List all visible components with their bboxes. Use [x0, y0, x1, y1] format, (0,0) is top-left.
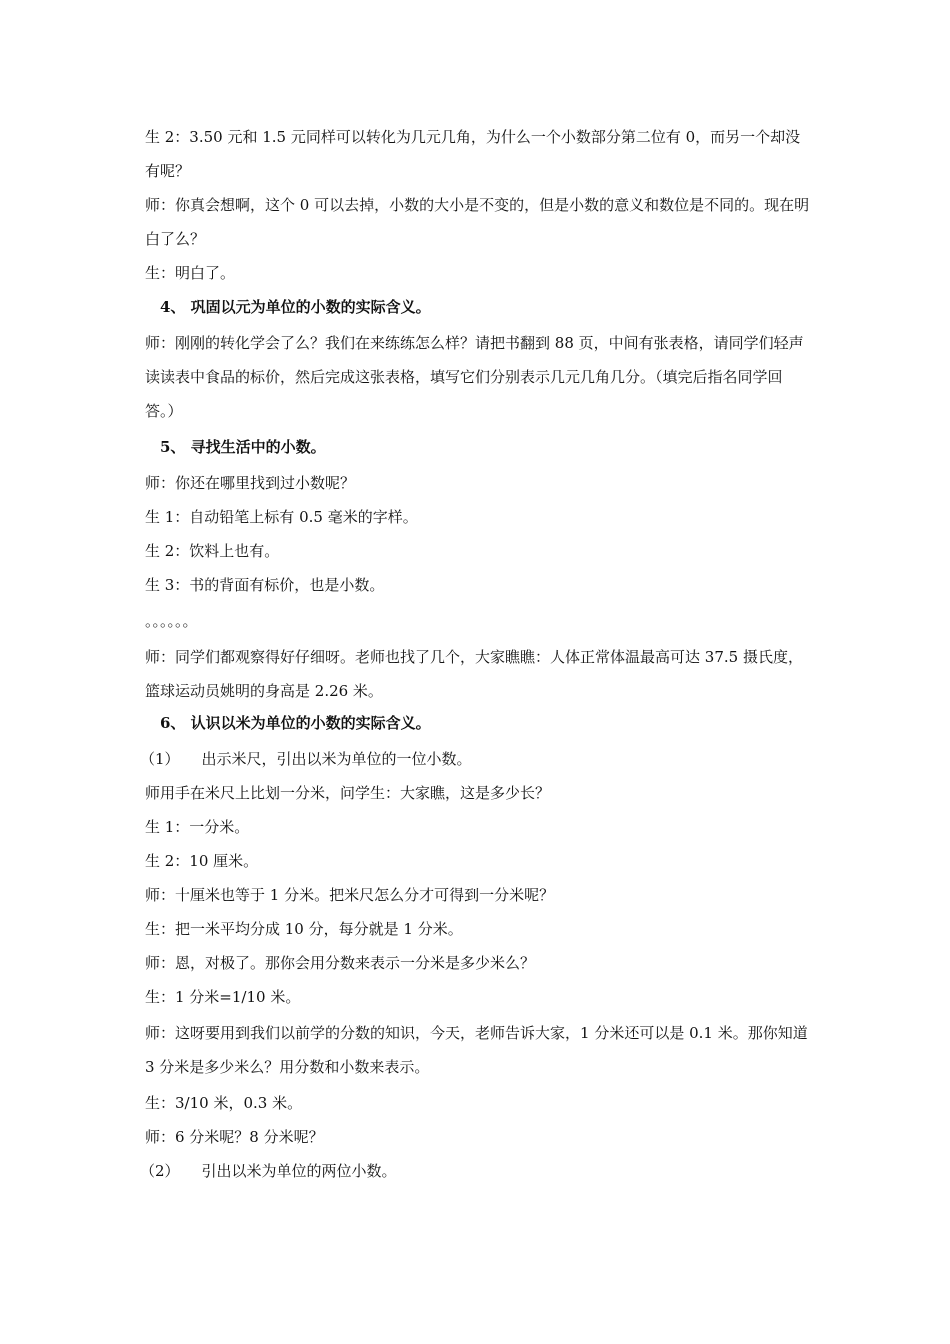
subsection-1-number: （1） [140, 750, 180, 768]
subsection-2 [140, 1154, 805, 1188]
subsection-1-title: 出示米尺，引出以米为单位的一位小数。 [201, 750, 472, 768]
paragraph-teacher-where: 师：你还在哪里找到过小数呢？ [145, 474, 356, 492]
paragraph-teacher-fraction: 师：恩，对极了。那你会用分数来表示一分米是多少米么？ [145, 954, 536, 972]
paragraph-student2-drink: 生 2：饮料上也有。 [145, 542, 280, 560]
paragraph-teacher-table: 师：刚刚的转化学会了么？我们在来练练怎么样？请把书翻到 88 页，中间有张表格，请同学们轻声读读表中食品的标价，然后完成这张表格，填写它们分别表示几元几角几分。（填完后指名同学回答。） [145, 334, 804, 420]
paragraph-student-fraction: 生：1 分米=1/10 米。 [145, 988, 301, 1006]
paragraph-student2-centimeter: 生 2：10 厘米。 [145, 852, 259, 870]
paragraph-teacher-zero: 师：你真会想啊，这个 0 可以去掉，小数的大小是不变的，但是小数的意义和数位是不同的。现在明白了么？ [145, 196, 810, 248]
paragraph-student1-decimeter: 生 1：一分米。 [145, 818, 250, 836]
paragraph-student-understood: 生：明白了。 [145, 264, 236, 282]
subsection-2-title: 引出以米为单位的两位小数。 [201, 1162, 397, 1180]
paragraph-teacher-examples: 师：同学们都观察得好仔细呀。老师也找了几个，大家瞧瞧：人体正常体温最高可达 37.5 摄氏度，篮球运动员姚明的身高是 2.26 米。 [145, 648, 803, 700]
paragraph-teacher-more: 师：6 分米呢？8 分米呢？ [145, 1128, 324, 1146]
subsection-2-number: （2） [140, 1162, 180, 1180]
paragraph-student-answer: 生：3/10 米，0.3 米。 [145, 1094, 303, 1112]
section-heading-6: 6、 认识以米为单位的小数的实际含义。 [160, 714, 431, 732]
paragraph-teacher-divide: 师：十厘米也等于 1 分米。把米尺怎么分才可得到一分米呢？ [145, 886, 555, 904]
paragraph-student-divide: 生：把一米平均分成 10 分，每分就是 1 分米。 [145, 920, 463, 938]
subsection-1 [140, 742, 805, 776]
section-heading-4: 4、 巩固以元为单位的小数的实际含义。 [160, 298, 431, 316]
paragraph-teacher-ruler: 师用手在米尺上比划一分米，问学生：大家瞧，这是多少长？ [145, 784, 551, 802]
paragraph-student1-pencil: 生 1：自动铅笔上标有 0.5 毫米的字样。 [145, 508, 418, 526]
paragraph-ellipsis: 。。。。。。 [145, 612, 198, 630]
paragraph-student3-book: 生 3：书的背面有标价，也是小数。 [145, 576, 385, 594]
paragraph-teacher-decimal: 师：这呀要用到我们以前学的分数的知识，今天，老师告诉大家，1 分米还可以是 0.1 米。那你知道 3 分米是多少米么？用分数和小数来表示。 [145, 1024, 808, 1076]
paragraph-student2-question: 生 2：3.50 元和 1.5 元同样可以转化为几元几角，为什么一个小数部分第二位有 0，而另一个却没有呢？ [145, 128, 801, 180]
section-heading-5: 5、 寻找生活中的小数。 [160, 438, 326, 456]
